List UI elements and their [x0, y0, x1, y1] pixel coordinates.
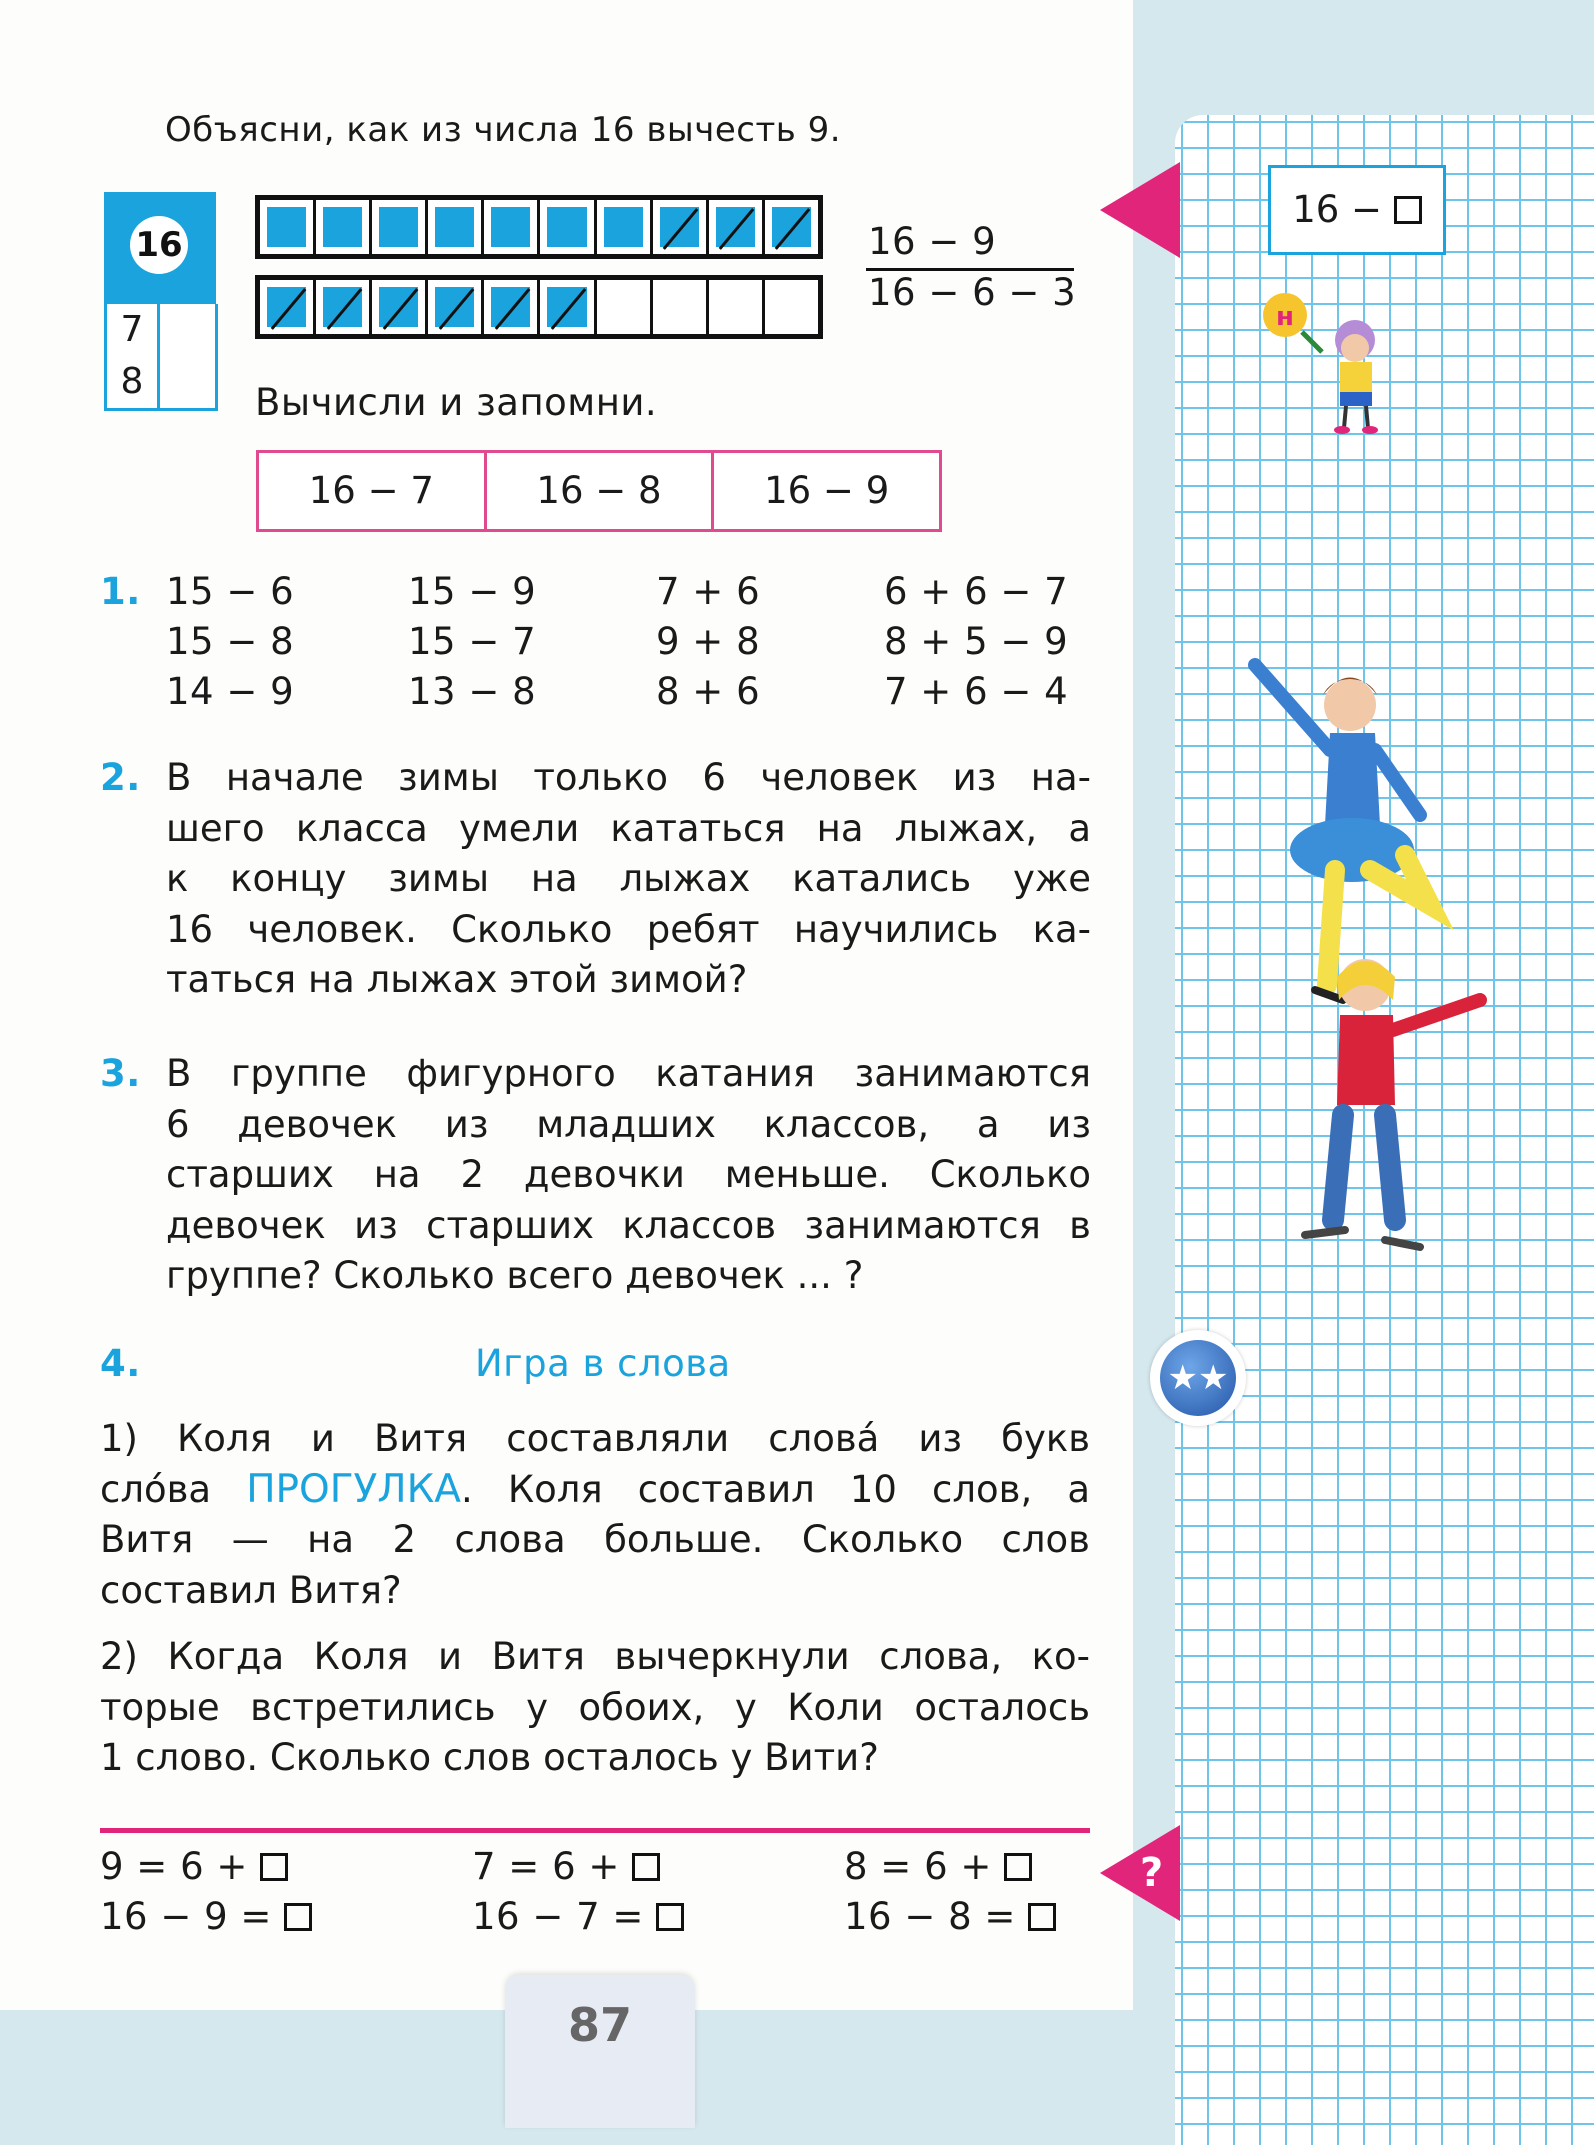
intro-text: Объясни, как из числа 16 вычесть 9.	[165, 110, 842, 150]
strip-cell	[428, 280, 484, 334]
strip-cell	[597, 280, 653, 334]
ex3-line: 6 девочек из младших классов, а из	[166, 1102, 1091, 1146]
ex1-cell: 7 + 6 − 4	[884, 670, 1069, 713]
counter-square	[267, 207, 306, 247]
badge-row2: 8	[107, 356, 160, 408]
counter-square	[435, 287, 474, 327]
ex1-cell: 15 − 9	[408, 570, 537, 613]
memorize-title: Вычисли и запомни.	[255, 381, 658, 424]
answer-box[interactable]	[1394, 196, 1422, 224]
ex4-p1-line2-a: сло́ва	[100, 1467, 212, 1511]
ex2-line: 16 человек. Сколько ребят научились ка-	[166, 907, 1091, 951]
badge-row1: 7	[107, 304, 160, 356]
counter-square	[379, 207, 418, 247]
footer-eq: 16 − 9 =	[100, 1892, 312, 1942]
strip-cell	[765, 200, 818, 254]
counting-strip-1	[255, 195, 823, 259]
page-number: 87	[505, 1975, 695, 2128]
strip-cell	[428, 200, 484, 254]
keyword-progulka: ПРОГУЛКА	[246, 1466, 461, 1512]
exercise-4-number: 4.	[100, 1342, 141, 1385]
ex4-p2-line: 1 слово. Сколько слов осталось у Вити?	[100, 1736, 879, 1779]
badge-number: 16	[130, 216, 188, 274]
ex1-cell: 8 + 6	[656, 670, 761, 713]
stars-icon: ★★	[1160, 1340, 1236, 1416]
counter-square	[547, 287, 586, 327]
strip-cell	[709, 200, 765, 254]
ex1-cell: 15 − 7	[408, 620, 537, 663]
ex3-line: старших на 2 девочки меньше. Сколько	[166, 1153, 1091, 1196]
counter-square	[267, 287, 306, 327]
ex4-p1-line: составил Витя?	[100, 1568, 402, 1612]
ex3-line: девочек из старших классов занимаются в	[166, 1203, 1091, 1247]
pointer-triangle	[1100, 162, 1180, 258]
mascot-letter: н	[1276, 302, 1294, 332]
hint-expr: 16 −	[1292, 188, 1383, 231]
explanation-bottom: 16 − 6 − 3	[868, 271, 1077, 314]
answer-box[interactable]	[1028, 1903, 1056, 1931]
ex1-cell: 8 + 5 − 9	[884, 620, 1069, 663]
answer-box[interactable]	[632, 1853, 660, 1881]
strip-cell	[260, 280, 316, 334]
star-button[interactable]	[1150, 1330, 1246, 1426]
counting-strip-2	[255, 275, 823, 339]
ex4-p1-line: Витя — на 2 слова больше. Сколько слов	[100, 1518, 1090, 1561]
exercise-4-part-1	[100, 1414, 1090, 1616]
explanation-top: 16 − 9	[868, 220, 997, 263]
hint-box	[1268, 165, 1446, 255]
lesson-badge	[104, 192, 216, 412]
ex1-cell: 9 + 8	[656, 620, 761, 663]
ex3-line: В группе фигурного катания занимаются	[166, 1052, 1091, 1095]
footer-eq: 9 = 6 +	[100, 1842, 288, 1892]
strip-cell	[316, 280, 372, 334]
section-divider	[100, 1828, 1090, 1833]
strip-cell	[709, 280, 765, 334]
ex2-line: таться на лыжах этой зимой?	[166, 958, 748, 1001]
memorize-table	[256, 450, 942, 532]
ex2-line: шего класса умели кататься на лыжах, а	[166, 806, 1091, 850]
memorize-cell: 16 − 7	[259, 453, 487, 529]
footer-eq: 16 − 7 =	[472, 1892, 684, 1942]
skaters-illustration	[1235, 655, 1505, 1255]
exercise-2-number: 2.	[100, 756, 141, 799]
ex1-cell: 15 − 6	[166, 570, 295, 613]
strip-cell	[540, 280, 596, 334]
ex1-cell: 6 + 6 − 7	[884, 570, 1069, 613]
counter-square	[772, 207, 811, 247]
mascot-illustration	[1260, 290, 1400, 440]
strip-cell	[540, 200, 596, 254]
counter-square	[323, 287, 362, 327]
footer-eq: 16 − 8 =	[844, 1892, 1056, 1942]
answer-box[interactable]	[284, 1903, 312, 1931]
strip-cell	[372, 200, 428, 254]
counter-square	[491, 207, 530, 247]
ex4-p1-line2-b: . Коля составил 10 слов, а	[461, 1467, 1090, 1511]
strip-cell	[597, 200, 653, 254]
counter-square	[660, 207, 699, 247]
exercise-4-part-2	[100, 1632, 1090, 1784]
strip-cell	[765, 280, 818, 334]
ex1-cell: 15 − 8	[166, 620, 295, 663]
question-mark-icon: ?	[1140, 1850, 1164, 1896]
counter-square	[547, 207, 586, 247]
answer-box[interactable]	[260, 1853, 288, 1881]
counter-square	[604, 207, 643, 247]
ex1-cell: 7 + 6	[656, 570, 761, 613]
strip-cell	[260, 200, 316, 254]
exercise-1-number: 1.	[100, 570, 141, 613]
ex2-line: В начале зимы только 6 человек из на-	[166, 756, 1091, 799]
ex1-cell: 13 − 8	[408, 670, 537, 713]
footer-eq: 7 = 6 +	[472, 1842, 660, 1892]
exercise-3-text	[166, 1049, 1091, 1302]
exercise-3-number: 3.	[100, 1052, 141, 1095]
counter-square	[435, 207, 474, 247]
ex4-p2-line: торые встретились у обоих, у Коли осталось	[100, 1685, 1090, 1729]
strip-cell	[484, 200, 540, 254]
strip-cell	[484, 280, 540, 334]
ex4-p1-line: 1) Коля и Витя составляли слова́ из букв	[100, 1417, 1090, 1460]
counter-square	[323, 207, 362, 247]
counter-square	[716, 207, 755, 247]
counter-square	[491, 287, 530, 327]
ex1-cell: 14 − 9	[166, 670, 295, 713]
ex4-p2-line: 2) Когда Коля и Витя вычеркнули слова, ко-	[100, 1635, 1090, 1678]
memorize-cell: 16 − 8	[487, 453, 715, 529]
answer-box[interactable]	[656, 1903, 684, 1931]
footer-eq: 8 = 6 +	[844, 1842, 1032, 1892]
strip-cell	[372, 280, 428, 334]
strip-cell	[653, 200, 709, 254]
ex3-line: группе? Сколько всего девочек ... ?	[166, 1254, 864, 1297]
ex2-line: к концу зимы на лыжах катались уже	[166, 857, 1091, 900]
exercise-2-text	[166, 753, 1091, 1006]
strip-cell	[316, 200, 372, 254]
counter-square	[379, 287, 418, 327]
ex4-p1-line-2	[100, 1465, 1090, 1516]
exercise-4-title: Игра в слова	[475, 1342, 731, 1385]
memorize-cell: 16 − 9	[764, 469, 890, 512]
answer-box[interactable]	[1004, 1853, 1032, 1881]
strip-cell	[653, 280, 709, 334]
